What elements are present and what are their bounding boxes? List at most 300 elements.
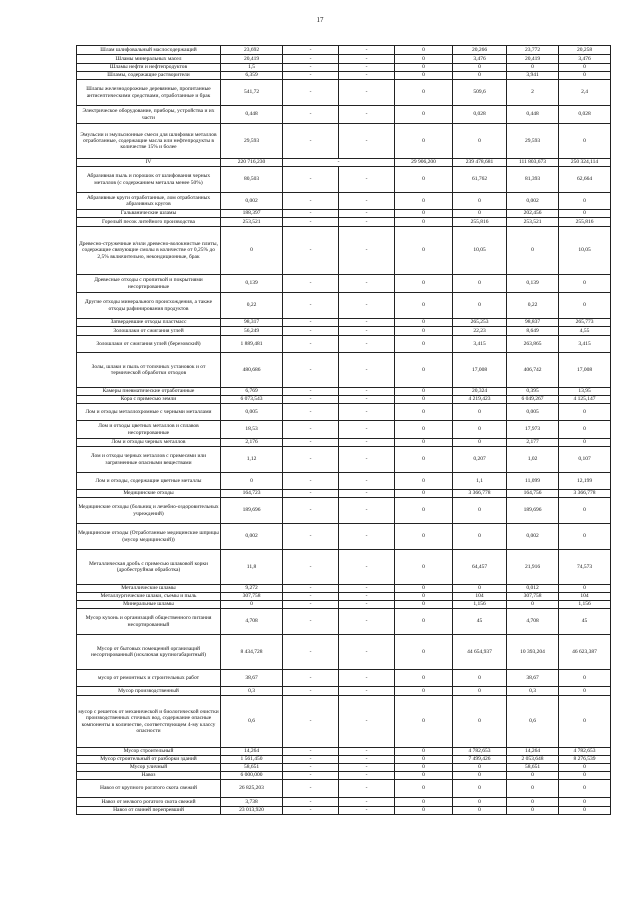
waste-name-cell: мусор от ремонтных и строительных работ — [77, 670, 221, 687]
value-cell: 0 — [395, 807, 453, 815]
value-cell: - — [283, 780, 339, 798]
value-cell: - — [283, 227, 339, 275]
value-cell: 0 — [395, 218, 453, 227]
value-cell: - — [339, 780, 395, 798]
value-cell: 6 000,000 — [221, 772, 283, 780]
value-cell: - — [339, 64, 395, 72]
value-cell: - — [283, 72, 339, 80]
table-row — [77, 585, 611, 593]
value-cell: 0 — [395, 687, 453, 696]
value-cell: - — [339, 396, 395, 404]
value-cell: 0 — [395, 550, 453, 585]
value-cell: - — [283, 193, 339, 210]
value-cell: 8,649 — [507, 327, 559, 336]
value-cell: 2 053,648 — [507, 756, 559, 764]
value-cell: 0,22 — [221, 293, 283, 319]
waste-name-cell: Эмульсии и эмульсионные смеси для шлифовки металлов отработанные, содержащие масла или нефтепродукты в количестве 15% и более — [77, 124, 221, 159]
table-row — [77, 696, 611, 748]
waste-name-cell: Горелый песок литейного производства — [77, 218, 221, 227]
value-cell: - — [283, 421, 339, 439]
value-cell: - — [339, 46, 395, 55]
value-cell: - — [283, 490, 339, 498]
value-cell: 0,002 — [507, 524, 559, 550]
value-cell: 0,107 — [559, 447, 611, 473]
value-cell: 1,156 — [453, 601, 507, 609]
value-cell: 0 — [395, 124, 453, 159]
value-cell: - — [339, 635, 395, 670]
table-row — [77, 55, 611, 64]
table-row — [77, 80, 611, 106]
waste-name-cell: Шлам шлифовальный маслосодержащий — [77, 46, 221, 55]
value-cell: 3,476 — [559, 55, 611, 64]
table-row — [77, 807, 611, 815]
value-cell: - — [283, 764, 339, 772]
waste-name-cell: Мусор производственный — [77, 687, 221, 696]
value-cell: 0 — [453, 687, 507, 696]
value-cell: 0 — [395, 764, 453, 772]
waste-name-cell: Древесные отходы с пропиткой и покрытиями несортированные — [77, 275, 221, 293]
value-cell: 4,55 — [559, 327, 611, 336]
table-row — [77, 319, 611, 327]
table-row — [77, 327, 611, 336]
value-cell: - — [283, 64, 339, 72]
value-cell: 0,6 — [507, 696, 559, 748]
value-cell: 20,419 — [507, 55, 559, 64]
value-cell: - — [339, 404, 395, 421]
value-cell: 0 — [453, 72, 507, 80]
value-cell: - — [283, 748, 339, 756]
value-cell: 56,249 — [221, 327, 283, 336]
table-row — [77, 293, 611, 319]
page-number: 17 — [316, 16, 324, 24]
value-cell: 0 — [453, 798, 507, 807]
value-cell: - — [283, 404, 339, 421]
value-cell: 255,816 — [559, 218, 611, 227]
waste-name-cell: Золы, шлаки и пыль от топочных установок и от термической обработки отходов — [77, 353, 221, 388]
table-row — [77, 447, 611, 473]
value-cell: 220 716,230 — [221, 159, 283, 167]
table-row — [77, 609, 611, 635]
value-cell: 0 — [507, 807, 559, 815]
value-cell: 2,176 — [221, 439, 283, 447]
value-cell: - — [283, 798, 339, 807]
value-cell: 0 — [395, 388, 453, 396]
value-cell: 0 — [559, 421, 611, 439]
value-cell: - — [283, 593, 339, 601]
value-cell: 6 049,267 — [507, 396, 559, 404]
value-cell: - — [339, 696, 395, 748]
value-cell: 541,72 — [221, 80, 283, 106]
value-cell: 0 — [221, 601, 283, 609]
value-cell: 0 — [395, 780, 453, 798]
value-cell: 480,686 — [221, 353, 283, 388]
value-cell: 0,207 — [453, 447, 507, 473]
table-row — [77, 46, 611, 55]
value-cell: 0 — [559, 807, 611, 815]
value-cell: 0 — [395, 293, 453, 319]
value-cell: 29 906,200 — [395, 159, 453, 167]
value-cell: - — [339, 439, 395, 447]
waste-name-cell: Золошлаки от сжигания углей — [77, 327, 221, 336]
value-cell: 3,415 — [453, 336, 507, 353]
value-cell: 58,651 — [507, 764, 559, 772]
value-cell: - — [339, 550, 395, 585]
value-cell: 2 — [507, 80, 559, 106]
value-cell: 0 — [453, 585, 507, 593]
value-cell: 6,769 — [221, 388, 283, 396]
value-cell: - — [283, 218, 339, 227]
value-cell: - — [283, 275, 339, 293]
value-cell: 0,002 — [221, 524, 283, 550]
value-cell: 0 — [395, 396, 453, 404]
waste-name-cell: Абразивные круги отработанные, лом отработанных абразивных кругов — [77, 193, 221, 210]
value-cell: 62,664 — [559, 167, 611, 193]
table-row — [77, 439, 611, 447]
value-cell: 250 324,114 — [559, 159, 611, 167]
value-cell: 0 — [395, 798, 453, 807]
table-row — [77, 193, 611, 210]
value-cell: 406,742 — [507, 353, 559, 388]
value-cell: - — [339, 764, 395, 772]
waste-name-cell: Другие отходы минерального происхождения, а также отходы рафинирования продуктов — [77, 293, 221, 319]
table-row — [77, 798, 611, 807]
value-cell: 81,393 — [507, 167, 559, 193]
value-cell: 0 — [559, 585, 611, 593]
value-cell: 58,651 — [221, 764, 283, 772]
value-cell: - — [339, 473, 395, 490]
value-cell: 23,772 — [507, 46, 559, 55]
value-cell: 0 — [395, 210, 453, 218]
value-cell: - — [339, 124, 395, 159]
waste-name-cell: Мусор уличный — [77, 764, 221, 772]
value-cell: - — [283, 327, 339, 336]
waste-name-cell: Древесно-стружечные и/или древесно-волокнистые плиты, содержащие связующие смолы в количестве от 0,25% до 2,5% включительно, некондиционные, брак — [77, 227, 221, 275]
value-cell: 0 — [453, 524, 507, 550]
value-cell: 0,028 — [559, 106, 611, 124]
value-cell: 45 — [559, 609, 611, 635]
value-cell: 0 — [395, 327, 453, 336]
waste-name-cell: Лом и отходы черных металлов с примесями или загрязненные опасными веществами — [77, 447, 221, 473]
value-cell: 0 — [395, 353, 453, 388]
value-cell: 265,773 — [559, 319, 611, 327]
waste-name-cell: Шлапы железнодорожные деревянные, пропитанные антисептическими средствами, отработанные и брак — [77, 80, 221, 106]
value-cell: 64,457 — [453, 550, 507, 585]
value-cell: - — [283, 396, 339, 404]
value-cell: 0 — [453, 498, 507, 524]
value-cell: 265,253 — [453, 319, 507, 327]
value-cell: 253,521 — [507, 218, 559, 227]
waste-name-cell: Кора с примесью земли — [77, 396, 221, 404]
value-cell: 0 — [559, 210, 611, 218]
waste-name-cell: Металлическая дробь с примесью шлаковой корки (дробеструйная обработка) — [77, 550, 221, 585]
value-cell: 3,415 — [559, 336, 611, 353]
value-cell: 0 — [453, 807, 507, 815]
waste-name-cell: Электрическое оборудование, приборы, устройства и их части — [77, 106, 221, 124]
value-cell: - — [283, 772, 339, 780]
value-cell: - — [339, 388, 395, 396]
value-cell: 0 — [507, 780, 559, 798]
value-cell: - — [283, 388, 339, 396]
value-cell: - — [339, 756, 395, 764]
value-cell: - — [283, 550, 339, 585]
value-cell: 0 — [453, 439, 507, 447]
table-row — [77, 670, 611, 687]
value-cell: 202,456 — [507, 210, 559, 218]
value-cell: 3,476 — [453, 55, 507, 64]
value-cell: - — [283, 756, 339, 764]
value-cell: 10,05 — [453, 227, 507, 275]
value-cell: 38,67 — [507, 670, 559, 687]
waste-name-cell: Золошлаки от сжигания углей (березовский) — [77, 336, 221, 353]
value-cell: 1,02 — [507, 447, 559, 473]
value-cell: 111 803,673 — [507, 159, 559, 167]
table-row — [77, 388, 611, 396]
value-cell: 0 — [559, 193, 611, 210]
waste-name-cell: Медицинские отходы (Отработанные медицинские шприцы (мусор медицинский)) — [77, 524, 221, 550]
table-row — [77, 593, 611, 601]
value-cell: 0 — [507, 798, 559, 807]
value-cell: - — [283, 106, 339, 124]
value-cell: 12,199 — [559, 473, 611, 490]
value-cell: 3 366,778 — [559, 490, 611, 498]
value-cell: - — [339, 167, 395, 193]
value-cell: - — [283, 635, 339, 670]
value-cell: 0 — [559, 764, 611, 772]
value-cell: 4 219,423 — [453, 396, 507, 404]
table-row — [77, 635, 611, 670]
value-cell: 0 — [395, 635, 453, 670]
value-cell: 0 — [395, 421, 453, 439]
value-cell: 0 — [559, 696, 611, 748]
value-cell: - — [283, 601, 339, 609]
value-cell: 0,028 — [453, 106, 507, 124]
waste-name-cell: мусор с решеток от механической и биологической очистки производственных сточных вод, содержание опасные компоненты в количестве, соответствующем 4-му классу опасности — [77, 696, 221, 748]
value-cell: - — [339, 524, 395, 550]
table-row — [77, 772, 611, 780]
value-cell: - — [339, 609, 395, 635]
value-cell: 0 — [395, 46, 453, 55]
waste-name-cell: Мусор кухонь и организаций общественного питания несортированный — [77, 609, 221, 635]
value-cell: 0 — [453, 64, 507, 72]
value-cell: - — [283, 670, 339, 687]
value-cell: 29,593 — [221, 124, 283, 159]
value-cell: - — [283, 167, 339, 193]
value-cell: 14,264 — [507, 748, 559, 756]
table-row — [77, 106, 611, 124]
value-cell: 0 — [395, 275, 453, 293]
waste-name-cell: Лом и отходы черных металлов — [77, 439, 221, 447]
value-cell: 0 — [453, 293, 507, 319]
table-row — [77, 687, 611, 696]
value-cell: 0 — [507, 601, 559, 609]
table-group-row — [77, 159, 611, 167]
value-cell: 20,324 — [453, 388, 507, 396]
value-cell: 0,3 — [507, 687, 559, 696]
value-cell: 26 825,203 — [221, 780, 283, 798]
table-row — [77, 550, 611, 585]
value-cell: 0 — [395, 439, 453, 447]
value-cell: - — [283, 293, 339, 319]
value-cell: 164,756 — [507, 490, 559, 498]
waste-name-cell: Мусор строительный от разборки зданий — [77, 756, 221, 764]
value-cell: 0 — [395, 772, 453, 780]
value-cell: 0 — [395, 696, 453, 748]
value-cell: 0 — [453, 124, 507, 159]
value-cell: 20,258 — [559, 46, 611, 55]
table-row — [77, 421, 611, 439]
table-row — [77, 490, 611, 498]
value-cell: 0 — [453, 780, 507, 798]
value-cell: - — [283, 353, 339, 388]
value-cell: 1,12 — [221, 447, 283, 473]
value-cell: 0,002 — [507, 193, 559, 210]
value-cell: 0 — [453, 404, 507, 421]
waste-name-cell: Металлические шламы — [77, 585, 221, 593]
value-cell: 0,6 — [221, 696, 283, 748]
value-cell: - — [283, 498, 339, 524]
value-cell: 2,4 — [559, 80, 611, 106]
value-cell: 0 — [221, 473, 283, 490]
waste-name-cell: Навоз от свиней перепревший — [77, 807, 221, 815]
value-cell: 0,005 — [507, 404, 559, 421]
value-cell: 0 — [221, 227, 283, 275]
value-cell: 104 — [559, 593, 611, 601]
table-row — [77, 210, 611, 218]
value-cell: 104 — [453, 593, 507, 601]
value-cell: 1,156 — [559, 601, 611, 609]
value-cell: 45 — [453, 609, 507, 635]
value-cell: 0 — [453, 764, 507, 772]
value-cell: - — [339, 275, 395, 293]
waste-name-cell: Мусор от бытовых помещений организаций несортированный (исключая крупногабаритный) — [77, 635, 221, 670]
table-row — [77, 227, 611, 275]
value-cell: - — [283, 473, 339, 490]
waste-name-cell: Мусор строительный — [77, 748, 221, 756]
value-cell: 22,23 — [453, 327, 507, 336]
value-cell: 0,395 — [507, 388, 559, 396]
value-cell: - — [339, 798, 395, 807]
value-cell: 6,359 — [221, 72, 283, 80]
value-cell: 1 889,481 — [221, 336, 283, 353]
table-row — [77, 524, 611, 550]
value-cell: - — [339, 319, 395, 327]
table-row — [77, 756, 611, 764]
value-cell: - — [339, 490, 395, 498]
value-cell: 0 — [559, 293, 611, 319]
value-cell: 0 — [453, 670, 507, 687]
value-cell: - — [339, 447, 395, 473]
value-cell: 61,762 — [453, 167, 507, 193]
waste-name-cell: Затвердевшие отходы пластмасс — [77, 319, 221, 327]
table-row — [77, 64, 611, 72]
value-cell: 8 276,539 — [559, 756, 611, 764]
value-cell: 189,696 — [221, 498, 283, 524]
value-cell: - — [339, 327, 395, 336]
value-cell: 0,002 — [221, 193, 283, 210]
waste-name-cell: Абразивная пыль и порошок от шлифования черных металлов (с содержанием металла менее 50%) — [77, 167, 221, 193]
value-cell: 0 — [395, 167, 453, 193]
table-row — [77, 601, 611, 609]
value-cell: 0 — [395, 756, 453, 764]
value-cell: - — [283, 687, 339, 696]
value-cell: - — [283, 696, 339, 748]
value-cell: - — [339, 210, 395, 218]
value-cell: 0 — [559, 498, 611, 524]
value-cell: 0 — [395, 227, 453, 275]
value-cell: 0 — [395, 593, 453, 601]
value-cell: 0,139 — [221, 275, 283, 293]
waste-name-cell: Камеры пневматические отработанные — [77, 388, 221, 396]
value-cell: - — [283, 336, 339, 353]
value-cell: 3 366,778 — [453, 490, 507, 498]
waste-name-cell: Медицинские отходы (больниц и лечебно-оздоровительных учреждений) — [77, 498, 221, 524]
value-cell: 239 478,681 — [453, 159, 507, 167]
value-cell: - — [339, 593, 395, 601]
value-cell: 0 — [395, 490, 453, 498]
value-cell: 38,67 — [221, 670, 283, 687]
value-cell: - — [339, 336, 395, 353]
value-cell: 20,419 — [221, 55, 283, 64]
waste-name-cell: Металлургические шлаки, съемы и пыль — [77, 593, 221, 601]
table-row — [77, 764, 611, 772]
value-cell: 10,05 — [559, 227, 611, 275]
value-cell: 0 — [395, 748, 453, 756]
value-cell: 18,53 — [221, 421, 283, 439]
value-cell: - — [339, 218, 395, 227]
value-cell: - — [339, 193, 395, 210]
value-cell: 10 393,204 — [507, 635, 559, 670]
value-cell: 21,916 — [507, 550, 559, 585]
waste-name-cell: Шламы нефти и нефтепродуктов — [77, 64, 221, 72]
value-cell: 23,692 — [221, 46, 283, 55]
value-cell: 253,521 — [221, 218, 283, 227]
value-cell: 3,738 — [221, 798, 283, 807]
value-cell: 0 — [453, 421, 507, 439]
value-cell: 17,973 — [507, 421, 559, 439]
value-cell: 1,5 — [221, 64, 283, 72]
waste-name-cell: Гальванические шламы — [77, 210, 221, 218]
value-cell: 0 — [395, 80, 453, 106]
value-cell: 0,012 — [507, 585, 559, 593]
table-row — [77, 780, 611, 798]
value-cell: 0 — [395, 447, 453, 473]
value-cell: - — [339, 353, 395, 388]
value-cell: 0 — [453, 210, 507, 218]
value-cell: 0,448 — [221, 106, 283, 124]
value-cell: 11,8 — [221, 550, 283, 585]
value-cell: 0 — [559, 687, 611, 696]
value-cell: 98,837 — [507, 319, 559, 327]
value-cell: - — [339, 80, 395, 106]
value-cell: - — [283, 210, 339, 218]
value-cell: 46 623,387 — [559, 635, 611, 670]
value-cell: 1 561,450 — [221, 756, 283, 764]
value-cell: - — [339, 748, 395, 756]
value-cell: 4 782,653 — [559, 748, 611, 756]
value-cell: 307,758 — [507, 593, 559, 601]
value-cell: 263,865 — [507, 336, 559, 353]
value-cell: 29,593 — [507, 124, 559, 159]
table-row — [77, 404, 611, 421]
value-cell: 7 499,426 — [453, 756, 507, 764]
waste-name-cell: Лом и отходы цветных металлов и сплавов несортированные — [77, 421, 221, 439]
value-cell: - — [339, 807, 395, 815]
value-cell: 0 — [395, 670, 453, 687]
value-cell: 0 — [559, 275, 611, 293]
value-cell: 0 — [395, 106, 453, 124]
value-cell: 98,317 — [221, 319, 283, 327]
value-cell: 0 — [453, 193, 507, 210]
